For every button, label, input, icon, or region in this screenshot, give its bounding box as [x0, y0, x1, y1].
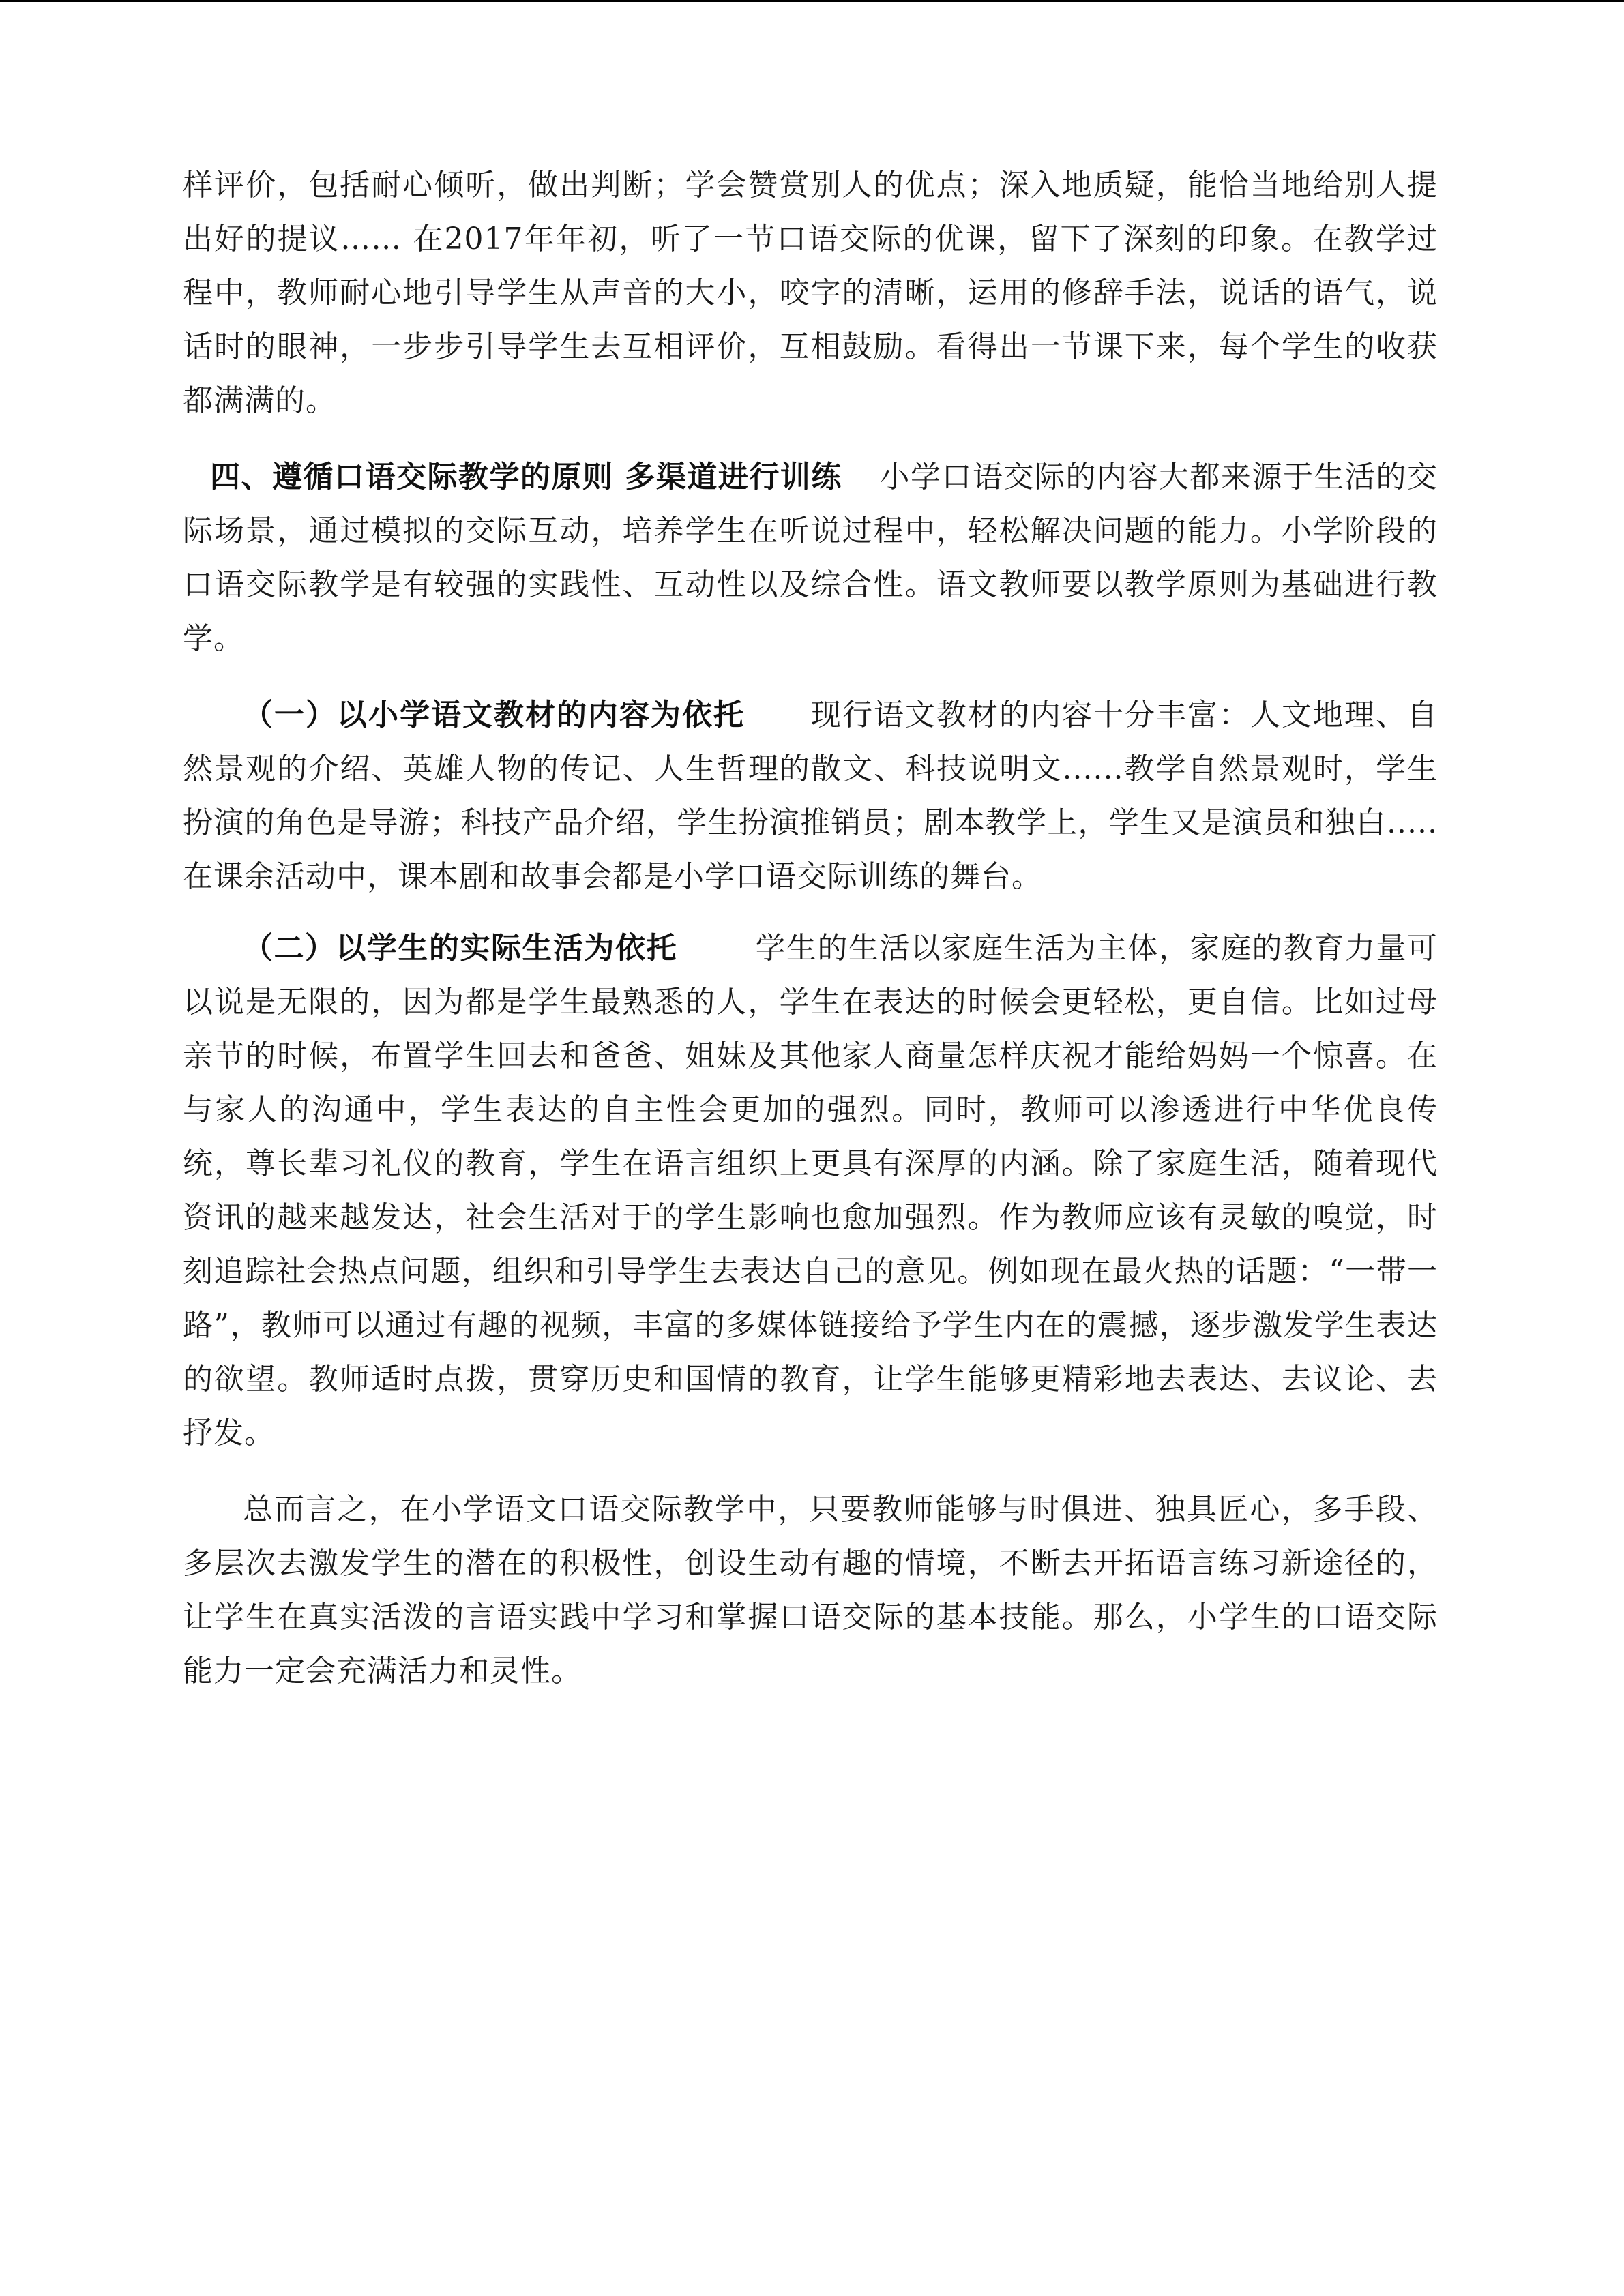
subsection-heading: （一）以小学语文教材的内容为依托 [243, 698, 745, 732]
subsection-two-paragraph [183, 921, 1438, 1460]
section-four-paragraph [183, 450, 1438, 666]
conclusion-paragraph [183, 1482, 1438, 1698]
subsection-heading: （二）以学生的实际生活为依托 [243, 931, 677, 966]
top-border-line [0, 0, 1624, 2]
paragraph-body: 总而言之，在小学语文口语交际教学中，只要教师能够与时俱进、独具匠心，多手段、多层次去激发学生的潜在的积极性，创设生动有趣的情境，不断去开拓语言练习新途径的，让学生在真实活泼的言语实践中学习和掌握口语交际的基本技能。那么，小学生的口语交际能力一定会充满活力和灵性。 [183, 1492, 1438, 1688]
paragraph-body: 样评价，包括耐心倾听，做出判断；学会赞赏别人的优点；深入地质疑，能恰当地给别人提出好的提议…… 在2017年年初，听了一节口语交际的优课，留下了深刻的印象。在教学过程中，教师耐心地引导学生从声音的大小，咬字的清晰，运用的修辞手法，说话的语气，说话时的眼神，一步步引导学生去互相评价，互相鼓励。看得出一节课下来，每个学生的收获都满满的。 [183, 168, 1438, 418]
paragraph-body: 学生的生活以家庭生活为主体，家庭的教育力量可以说是无限的，因为都是学生最熟悉的人，学生在表达的时候会更轻松，更自信。比如过母亲节的时候，布置学生回去和爸爸、姐妹及其他家人商量怎样庆祝才能给妈妈一个惊喜。在与家人的沟通中，学生表达的自主性会更加的强烈。同时，教师可以渗透进行中华优良传统，尊长辈习礼仪的教育，学生在语言组织上更具有深厚的内涵。除了家庭生活，随着现代资讯的越来越发达，社会生活对于的学生影响也愈加强烈。作为教师应该有灵敏的嗅觉，时刻追踪社会热点问题，组织和引导学生去表达自己的意见。例如现在最火热的话题：“一带一路”，教师可以通过有趣的视频，丰富的多媒体链接给予学生内在的震撼，逐步激发学生表达的欲望。教师适时点拨，贯穿历史和国情的教育，让学生能够更精彩地去表达、去议论、去抒发。 [183, 931, 1438, 1450]
section-heading: 四、遵循口语交际教学的原则 多渠道进行训练 [210, 460, 842, 494]
document-page [183, 158, 1438, 1698]
paragraph-continuation [183, 158, 1438, 428]
subsection-one-paragraph [183, 688, 1438, 904]
paragraph-body: 现行语文教材的内容十分丰富：人文地理、自然景观的介绍、英雄人物的传记、人生哲理的散文、科技说明文......教学自然景观时，学生扮演的角色是导游；科技产品介绍，学生扮演推销员；剧本教学上，学生又是演员和独白.....在课余活动中，课本剧和故事会都是小学口语交际训练的舞台。 [183, 698, 1438, 894]
paragraph-body: 小学口语交际的内容大都来源于生活的交际场景，通过模拟的交际互动，培养学生在听说过程中，轻松解决问题的能力。小学阶段的口语交际教学是有较强的实践性、互动性以及综合性。语文教师要以教学原则为基础进行教学。 [183, 460, 1438, 656]
